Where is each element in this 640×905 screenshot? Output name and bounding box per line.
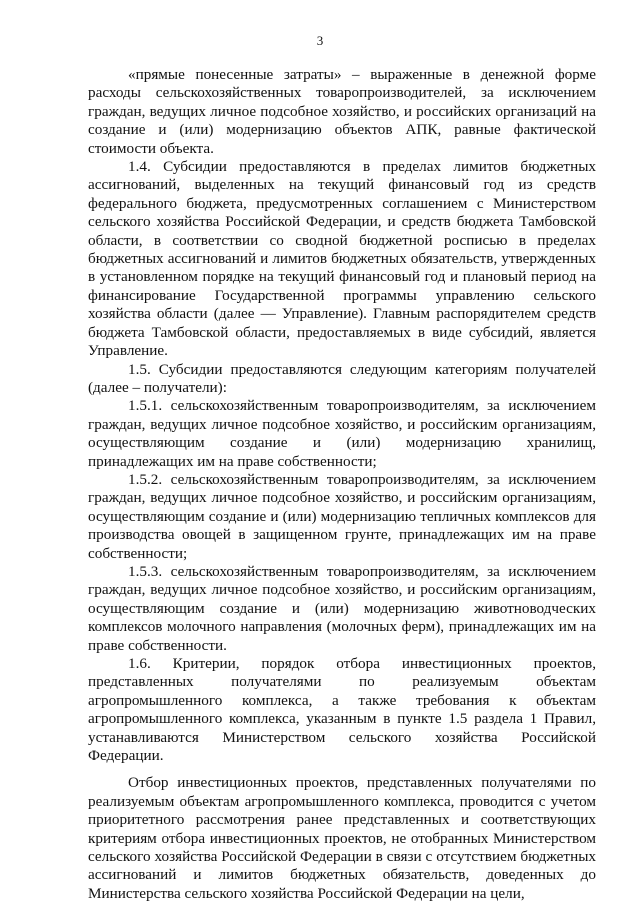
paragraph-1-5-2: 1.5.2. сельскохозяйственным товаропроизводителям, за исключением граждан, ведущих личное подсобное хозяйство, и российским организациям, осуществляющим создание и (или) модернизацию тепличных комплексов для производства овощей в защищенном грунте, принадлежащих им на праве собственности; (88, 470, 596, 562)
document-body (88, 66, 596, 903)
paragraph-direct-costs-definition: «прямые понесенные затраты» – выраженные в денежной форме расходы сельскохозяйственных товаропроизводителей, за исключением граждан, ведущих личное подсобное хозяйство, и российских организаций на создание и (или) модернизацию объектов АПК, равные фактической стоимости объекта. (88, 66, 596, 157)
paragraph-selection: Отбор инвестиционных проектов, представленных получателями по реализуемым объектам агропромышленного комплекса, проводится с учетом приоритетного рассмотрения ранее представленных и соответствующих критериям отбора инвестиционных проектов, не отобранных Министерством сельского хозяйства Российской Федерации в связи с отсутствием бюджетных ассигнований и лимитов бюджетных обязательств, доведенных до Министерства сельского хозяйства Российской Федерации на цели, (88, 774, 596, 902)
paragraph-1-6: 1.6. Критерии, порядок отбора инвестиционных проектов, представленных получателями по реализуемым объектам агропромышленного комплекса, а также требования к объектам агропромышленного комплекса, указанным в пункте 1.5 раздела 1 Правил, устанавливаются Министерством сельского хозяйства Российской Федерации. (88, 655, 596, 765)
paragraph-1-5-3: 1.5.3. сельскохозяйственным товаропроизводителям, за исключением граждан, ведущих личное подсобное хозяйство, и российским организациям, осуществляющим создание и (или) модернизацию животноводческих комплексов молочного направления (молочных ферм), принадлежащих им на праве собственности. (88, 562, 596, 654)
page-number: 3 (316, 33, 324, 48)
paragraph-1-5: 1.5. Субсидии предоставляются следующим категориям получателей (далее – получатели): (88, 360, 596, 396)
paragraph-1-5-1: 1.5.1. сельскохозяйственным товаропроизводителям, за исключением граждан, ведущих личное подсобное хозяйство, и российским организациям, осуществляющим создание и (или) модернизацию хранилищ, принадлежащих им на праве собственности; (88, 397, 596, 470)
paragraph-1-4: 1.4. Субсидии предоставляются в пределах лимитов бюджетных ассигнований, выделенных на текущий финансовый год из средств федерального бюджета, предусмотренных соглашением с Министерством сельского хозяйства Российской Федерации, и средств бюджета Тамбовской области, в соответствии со сводной бюджетной росписью в пределах бюджетных ассигнований и лимитов бюджетных обязательств, утвержденных в установленном порядке на текущий финансовый год и плановый период на финансирование Государственной программы управлению сельского хозяйства области (далее — Управление). Главным распорядителем средств бюджета Тамбовской области, предоставляемых в виде субсидий, является Управление. (88, 158, 596, 360)
